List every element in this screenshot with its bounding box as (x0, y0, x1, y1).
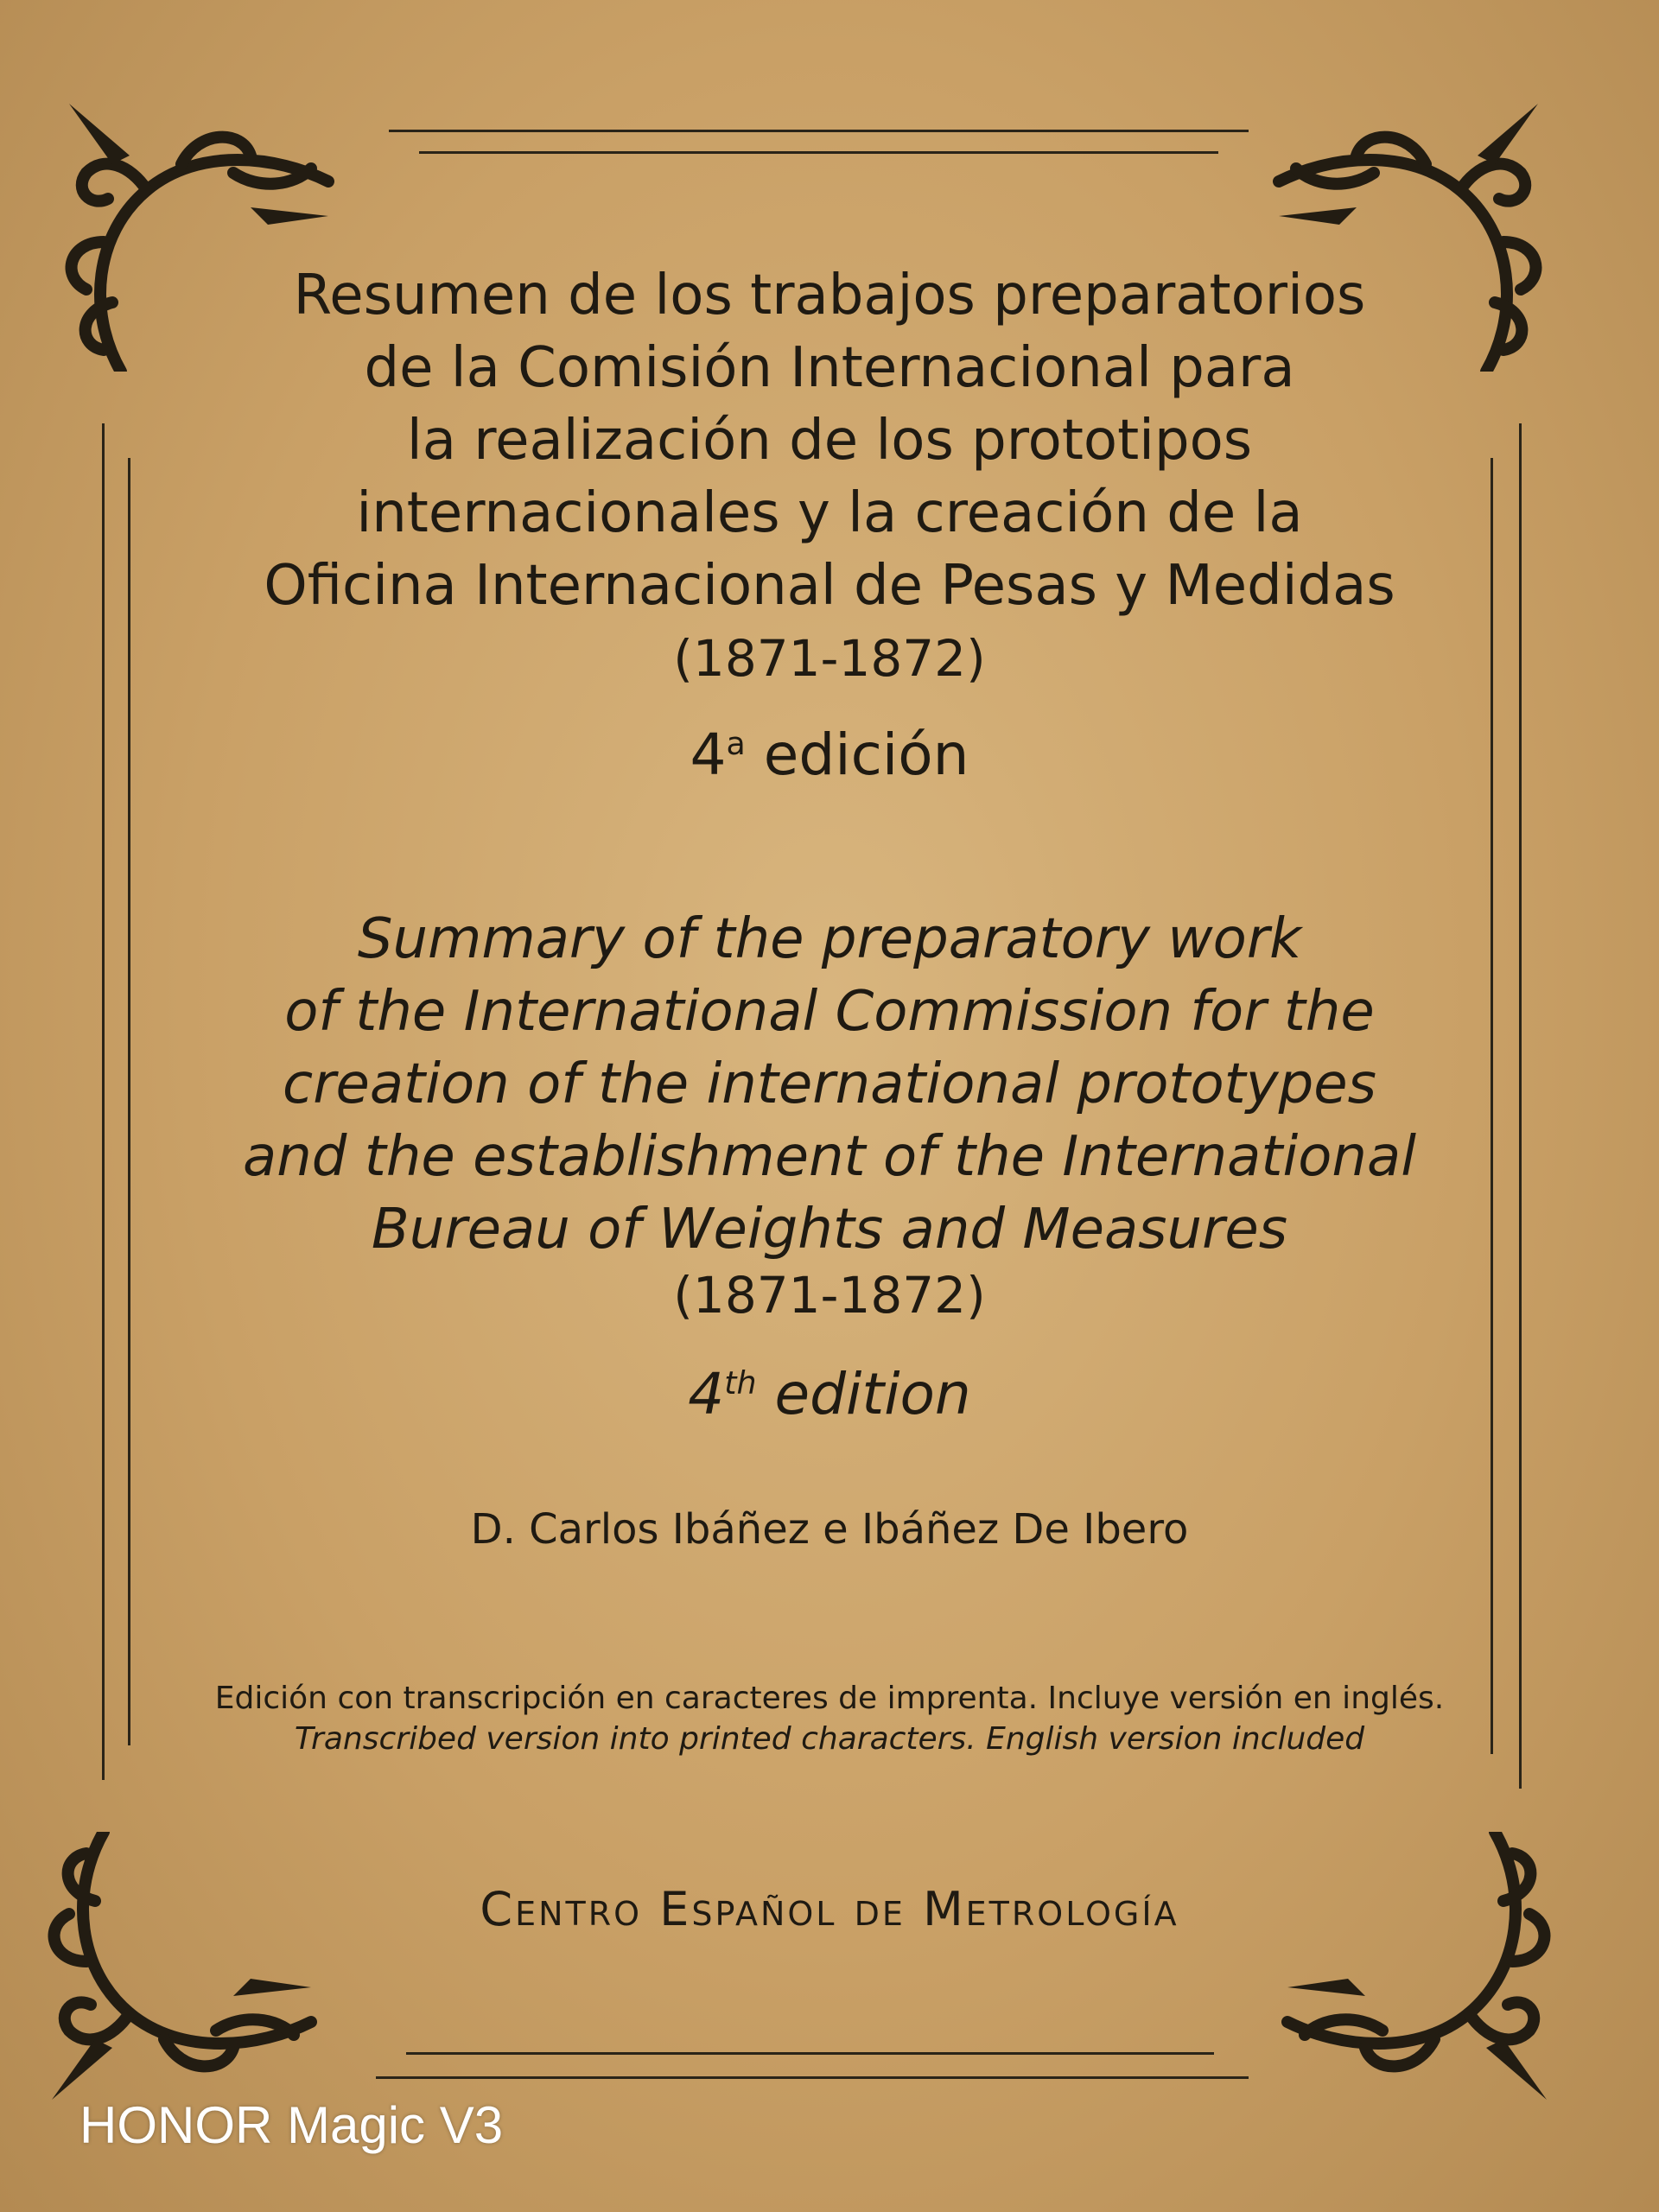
bottom-rule-upper (406, 2052, 1214, 2055)
spanish-title-line: Oficina Internacional de Pesas y Medidas (264, 554, 1395, 618)
english-years: (1871-1872) (673, 1266, 986, 1325)
english-title (0, 903, 1659, 1266)
english-title-line: creation of the international prototypes (283, 1052, 1376, 1116)
english-edition (0, 1361, 1659, 1427)
spanish-title-line: la realización de los prototipos (406, 409, 1253, 473)
note-english: Transcribed version into printed characters. English version included (294, 1721, 1365, 1757)
spanish-title (0, 259, 1659, 695)
english-title-line: Summary of the preparatory work (357, 907, 1302, 971)
english-edition-word: edition (774, 1361, 971, 1427)
spanish-edition-number: 4 (690, 721, 727, 788)
publisher: Centro Español de Metrología (480, 1882, 1179, 1936)
spanish-title-line: Resumen de los trabajos preparatorios (293, 264, 1366, 327)
english-title-line: of the International Commission for the (284, 980, 1375, 1044)
english-edition-number: 4 (688, 1361, 725, 1427)
camera-watermark: HONOR Magic V3 (79, 2096, 504, 2154)
spanish-title-line: de la Comisión Internacional para (364, 336, 1295, 400)
top-rule-upper (389, 130, 1249, 132)
spanish-edition-superscript: a (726, 725, 746, 762)
spanish-years: (1871-1872) (673, 629, 986, 688)
top-rule-lower (419, 151, 1218, 154)
author: D. Carlos Ibáñez e Ibáñez De Ibero (470, 1505, 1189, 1554)
bottom-rule-lower (376, 2076, 1249, 2079)
ornament-bottom-left-icon (35, 1832, 320, 2117)
spanish-title-line: internacionales y la creación de la (356, 481, 1303, 545)
english-edition-superscript: th (724, 1364, 757, 1402)
spanish-edition-word: edición (763, 721, 969, 788)
spanish-edition (0, 721, 1659, 788)
note-spanish: Edición con transcripción en caracteres de imprenta. Incluye versión en inglés. (214, 1681, 1445, 1716)
english-title-line: Bureau of Weights and Measures (371, 1198, 1288, 1262)
ornament-bottom-right-icon (1279, 1832, 1564, 2117)
english-title-line: and the establishment of the International (243, 1125, 1416, 1189)
